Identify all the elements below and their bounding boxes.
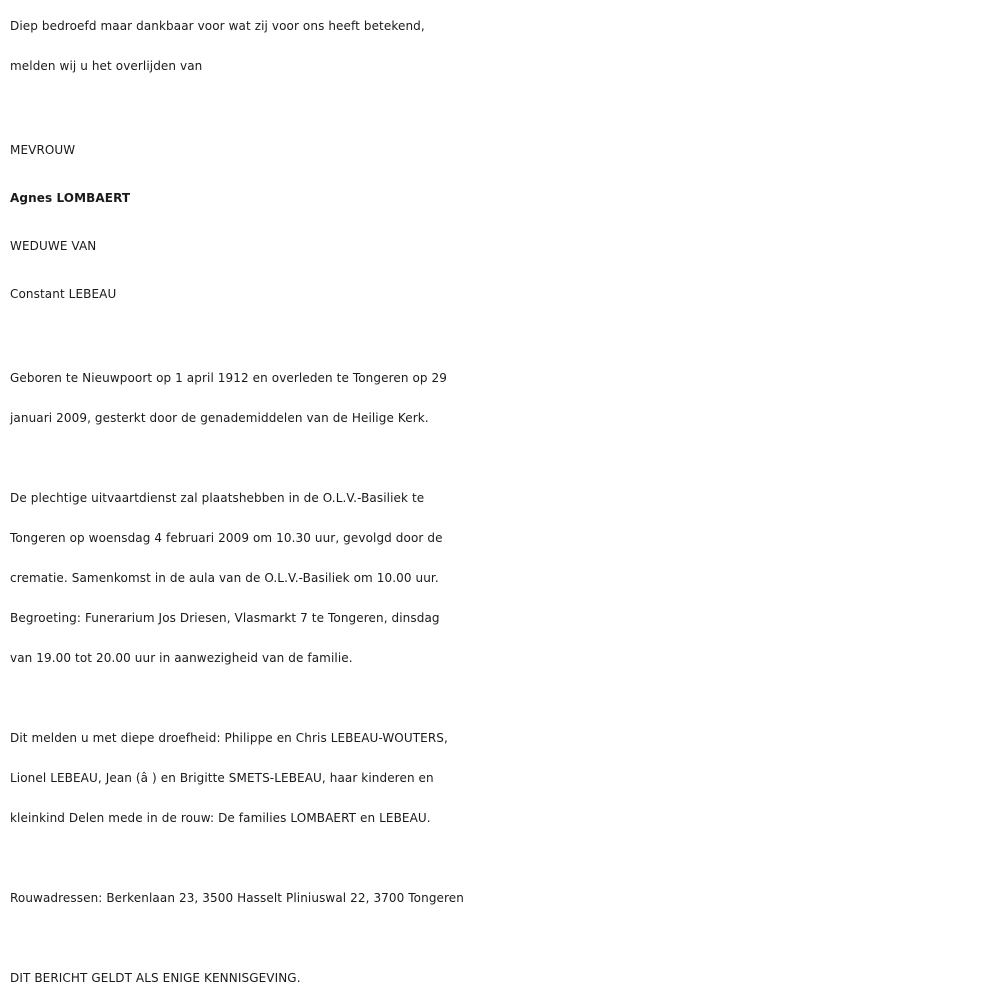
intro-line: Diep bedroefd maar dankbaar voor wat zij voor ons heeft betekend, — [10, 19, 425, 33]
birth-death-paragraph — [10, 358, 995, 438]
paragraph-gap — [10, 318, 995, 358]
funeral-line: De plechtige uitvaartdienst zal plaatshebben in de O.L.V.-Basiliek te — [10, 491, 425, 505]
honorific-title: MEVROUW — [10, 143, 76, 157]
relation-label: WEDUWE VAN — [10, 239, 97, 253]
funeral-line: Tongeren op woensdag 4 februari 2009 om 10.30 uur, gevolgd door de — [10, 531, 443, 545]
paragraph-gap — [10, 438, 995, 478]
family-paragraph — [10, 718, 995, 838]
paragraph-gap — [10, 678, 995, 718]
name-block — [10, 126, 995, 318]
intro-line: melden wij u het overlijden van — [10, 59, 203, 73]
family-line: kleinkind Delen mede in de rouw: De families LOMBAERT en LEBEAU. — [10, 811, 431, 825]
obituary-notice — [10, 6, 995, 998]
paragraph-gap — [10, 838, 995, 878]
mourning-addresses: Rouwadressen: Berkenlaan 23, 3500 Hasselt Pliniuswal 22, 3700 Tongeren — [10, 891, 464, 905]
spouse-name: Constant LEBEAU — [10, 287, 117, 301]
birth-death-line: Geboren te Nieuwpoort op 1 april 1912 en overleden te Tongeren op 29 — [10, 371, 448, 385]
funeral-line: van 19.00 tot 20.00 uur in aanwezigheid van de familie. — [10, 651, 353, 665]
birth-death-line: januari 2009, gesterkt door de genademiddelen van de Heilige Kerk. — [10, 411, 429, 425]
funeral-line: Begroeting: Funerarium Jos Driesen, Vlasmarkt 7 te Tongeren, dinsdag — [10, 611, 440, 625]
paragraph-gap — [10, 918, 995, 958]
deceased-name: Agnes LOMBAERT — [10, 191, 131, 205]
funeral-paragraph — [10, 478, 995, 678]
family-line: Lionel LEBEAU, Jean (â ) en Brigitte SMETS-LEBEAU, haar kinderen en — [10, 771, 434, 785]
family-line: Dit melden u met diepe droefheid: Philippe en Chris LEBEAU-WOUTERS, — [10, 731, 448, 745]
funeral-line: crematie. Samenkomst in de aula van de O.L.V.-Basiliek om 10.00 uur. — [10, 571, 439, 585]
closing-notice: DIT BERICHT GELDT ALS ENIGE KENNISGEVING. — [10, 971, 301, 985]
intro-paragraph — [10, 6, 995, 86]
paragraph-gap — [10, 86, 995, 126]
